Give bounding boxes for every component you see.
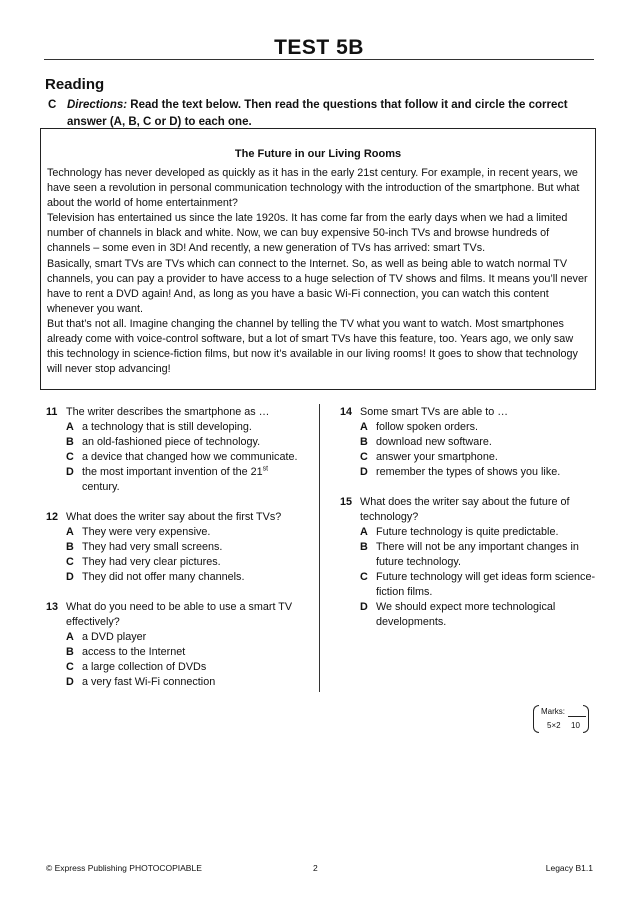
- option-text: a device that changed how we communicate.: [82, 451, 298, 463]
- question-number: 14: [340, 406, 353, 418]
- option-text: an old-fashioned piece of technology.: [82, 436, 261, 448]
- questions-left-column: [46, 405, 310, 705]
- footer-copyright: © Express Publishing PHOTOCOPIABLE: [46, 863, 202, 873]
- footer-page-number: 2: [313, 863, 318, 873]
- directions-text: Read the text below. Then read the questions that follow it and circle the correct answer (A, B, C or D) to each one.: [67, 99, 568, 128]
- option-text: answer your smartphone.: [376, 451, 498, 463]
- option-text-continued: century.: [82, 481, 120, 493]
- answer-option[interactable]: [66, 450, 310, 465]
- question-stem: What does the writer say about the first TVs?: [66, 511, 282, 523]
- answer-option[interactable]: [66, 570, 310, 585]
- question-number: 13: [46, 601, 59, 613]
- answer-option[interactable]: [360, 420, 596, 435]
- question-11: [46, 405, 310, 495]
- passage-body: [47, 166, 589, 377]
- option-letter: B: [360, 436, 368, 448]
- question-13: [46, 600, 310, 690]
- passage-box: [40, 128, 596, 390]
- option-superscript: st: [262, 465, 269, 473]
- answer-option[interactable]: [66, 420, 310, 435]
- question-number: 11: [46, 406, 58, 418]
- option-letter: A: [66, 421, 74, 433]
- option-text: follow spoken orders.: [376, 421, 479, 433]
- option-letter: B: [66, 646, 74, 658]
- option-text: download new software.: [376, 436, 492, 448]
- answer-option[interactable]: [360, 465, 596, 480]
- option-letter: A: [360, 526, 368, 538]
- option-letter: D: [66, 571, 74, 583]
- option-letter: C: [66, 661, 74, 673]
- option-text: a technology that is still developing.: [82, 421, 252, 433]
- directions: [48, 97, 588, 131]
- marks-total: 10: [571, 721, 580, 730]
- passage-paragraph: Technology has never developed as quickly as it has in the early 21st century. For example, in recent years, we have seen a revolution in personal communication technology with the introduction of the smartphone. But what about the world of home entertainment?: [47, 167, 580, 210]
- option-letter: B: [66, 436, 74, 448]
- marks-label: Marks:: [541, 707, 565, 716]
- answer-option[interactable]: [66, 465, 310, 495]
- option-letter: C: [360, 451, 368, 463]
- option-text: They were very expensive.: [82, 526, 211, 538]
- question-stem: What do you need to be able to use a smart TV effectively?: [66, 601, 293, 628]
- option-letter: B: [360, 541, 368, 553]
- option-text: There will not be any important changes in future technology.: [376, 541, 579, 568]
- questions-right-column: [340, 405, 596, 645]
- question-stem: The writer describes the smartphone as …: [66, 406, 270, 418]
- option-letter: D: [360, 601, 368, 613]
- option-text: a very fast Wi-Fi connection: [82, 676, 216, 688]
- option-letter: A: [66, 526, 74, 538]
- option-letter: A: [360, 421, 368, 433]
- question-stem: What does the writer say about the future of technology?: [360, 496, 570, 523]
- marks-box: [533, 705, 589, 733]
- title-rule: [44, 59, 594, 60]
- answer-option[interactable]: [360, 540, 596, 570]
- option-text: access to the Internet: [82, 646, 186, 658]
- passage-paragraph: Basically, smart TVs are TVs which can connect to the Internet. So, as well as being able to watch normal TV channels, you can pay a provider to have access to a huge selection of TV shows and films. It means you’ll never have to rent a DVD again! And, as long as you have a basic Wi-Fi connection, you can watch this content whenever you want.: [47, 257, 588, 315]
- directions-label: Directions:: [67, 99, 128, 111]
- passage-paragraph: Television has entertained us since the late 1920s. It has come far from the early days when we had a limited number of channels in black and white. Now, we can buy expensive 50-inch TVs and browse hundreds of channels – some even in 3D! And recently, a new generation of TVs has arrived: smart TVs.: [47, 212, 568, 255]
- option-letter: A: [66, 631, 74, 643]
- column-divider: [319, 404, 320, 692]
- option-text: We should expect more technological developments.: [376, 601, 556, 628]
- question-12: [46, 510, 310, 585]
- answer-option[interactable]: [66, 645, 310, 660]
- answer-option[interactable]: [66, 630, 310, 645]
- marks-multiplier: 5×2: [547, 721, 561, 730]
- option-letter: D: [66, 466, 74, 478]
- footer-book-title: Legacy B1.1: [545, 863, 593, 873]
- answer-option[interactable]: [360, 570, 596, 600]
- answer-option[interactable]: [66, 660, 310, 675]
- answer-option[interactable]: [66, 675, 310, 690]
- option-text: the most important invention of the 21: [82, 466, 263, 478]
- question-number: 15: [340, 496, 353, 508]
- option-text: a DVD player: [82, 631, 147, 643]
- question-stem: Some smart TVs are able to …: [360, 406, 509, 418]
- directions-letter: C: [48, 99, 57, 111]
- option-letter: C: [360, 571, 368, 583]
- option-text: a large collection of DVDs: [82, 661, 207, 673]
- option-letter: C: [66, 556, 74, 568]
- question-15: [340, 495, 596, 630]
- option-text: They did not offer many channels.: [82, 571, 245, 583]
- marks-blank[interactable]: [568, 716, 586, 717]
- marks-bracket-left: [533, 705, 539, 733]
- option-letter: D: [66, 676, 74, 688]
- option-text: Future technology is quite predictable.: [376, 526, 559, 538]
- option-text: Future technology will get ideas form science-fiction films.: [376, 571, 596, 598]
- answer-option[interactable]: [360, 525, 596, 540]
- section-heading: Reading: [45, 76, 105, 93]
- answer-option[interactable]: [360, 450, 596, 465]
- option-text: They had very small screens.: [82, 541, 223, 553]
- answer-option[interactable]: [66, 435, 310, 450]
- question-14: [340, 405, 596, 480]
- question-number: 12: [46, 511, 59, 523]
- passage-title: The Future in our Living Rooms: [234, 148, 402, 160]
- answer-option[interactable]: [66, 555, 310, 570]
- option-text: They had very clear pictures.: [82, 556, 221, 568]
- answer-option[interactable]: [360, 600, 596, 630]
- answer-option[interactable]: [66, 540, 310, 555]
- marks-bracket-right: [583, 705, 589, 733]
- option-letter: C: [66, 451, 74, 463]
- option-letter: D: [360, 466, 368, 478]
- option-text: remember the types of shows you like.: [376, 466, 561, 478]
- answer-option[interactable]: [66, 525, 310, 540]
- test-title: TEST 5B: [274, 36, 364, 59]
- answer-option[interactable]: [360, 435, 596, 450]
- option-letter: B: [66, 541, 74, 553]
- passage-paragraph: But that’s not all. Imagine changing the channel by telling the TV what you want to watch. Most smartphones already come with voice-control software, but a lot of smart TVs have this feature, too. Years ago, we only saw this technology in science-fiction films, but now it’s available in our living rooms! It goes to show that technology will never stop advancing!: [47, 317, 578, 376]
